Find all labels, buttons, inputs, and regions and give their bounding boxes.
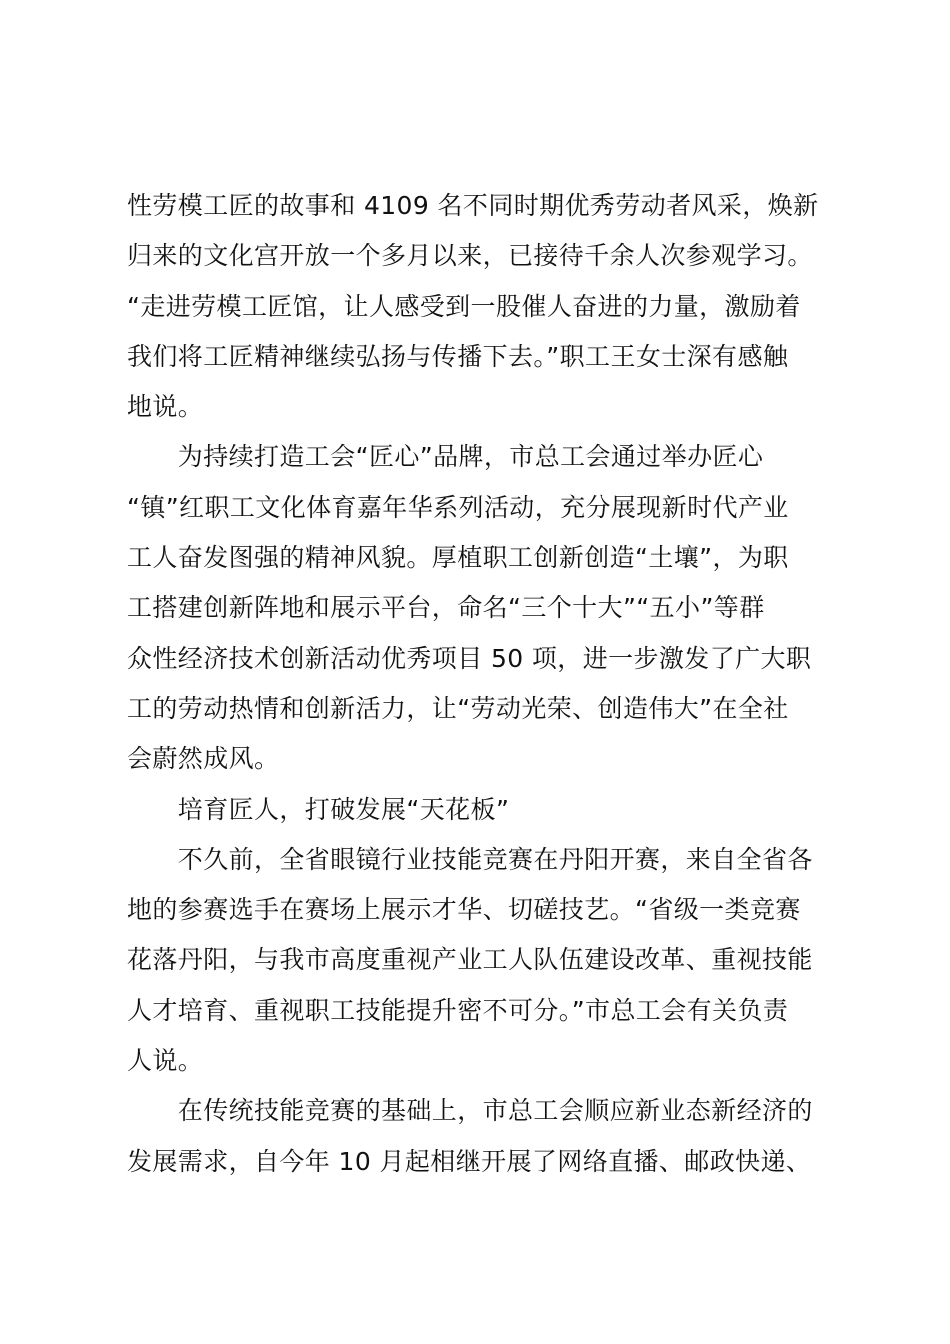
text-line: “走进劳模工匠馆，让人感受到一股催人奋进的力量，激励着	[127, 291, 801, 321]
section-heading: 培育匠人，打破发展“天花板”	[127, 794, 510, 824]
text-line: 众性经济技术创新活动优秀项目 50 项，进一步激发了广大职	[127, 643, 812, 673]
text-line: 工的劳动热情和创新活力，让“劳动光荣、创造伟大”在全社	[127, 693, 789, 723]
text-line: 工人奋发图强的精神风貌。厚植职工创新创造“土壤”，为职	[127, 543, 789, 573]
text-line: 归来的文化宫开放一个多月以来，已接待千余人次参观学习。	[127, 241, 813, 271]
text-line: 为持续打造工会“匠心”品牌，市总工会通过举办匠心	[127, 442, 764, 472]
text-line: 地的参赛选手在赛场上展示才华、切磋技艺。“省级一类竞赛	[127, 895, 801, 925]
article-body	[127, 181, 837, 1187]
text-line: 会蔚然成风。	[127, 744, 280, 774]
text-line: 我们将工匠精神继续弘扬与传播下去。”职工王女士深有感触	[127, 341, 789, 371]
text-line: “镇”红职工文化体育嘉年华系列活动，充分展现新时代产业	[127, 492, 789, 522]
text-line: 人说。	[127, 1046, 204, 1076]
text-line: 人才培育、重视职工技能提升密不可分。”市总工会有关负责	[127, 995, 789, 1025]
text-line: 花落丹阳，与我市高度重视产业工人队伍建设改革、重视技能	[127, 945, 813, 975]
text-line: 工搭建创新阵地和展示平台，命名“三个十大”“五小”等群	[127, 593, 765, 623]
text-line: 不久前，全省眼镜行业技能竞赛在丹阳开赛，来自全省各	[127, 844, 813, 874]
text-line: 在传统技能竞赛的基础上，市总工会顺应新业态新经济的	[127, 1096, 813, 1126]
text-line: 地说。	[127, 392, 204, 422]
text-line: 发展需求，自今年 10 月起相继开展了网络直播、邮政快递、	[127, 1146, 812, 1176]
text-line: 性劳模工匠的故事和 4109 名不同时期优秀劳动者风采，焕新	[127, 191, 819, 220]
